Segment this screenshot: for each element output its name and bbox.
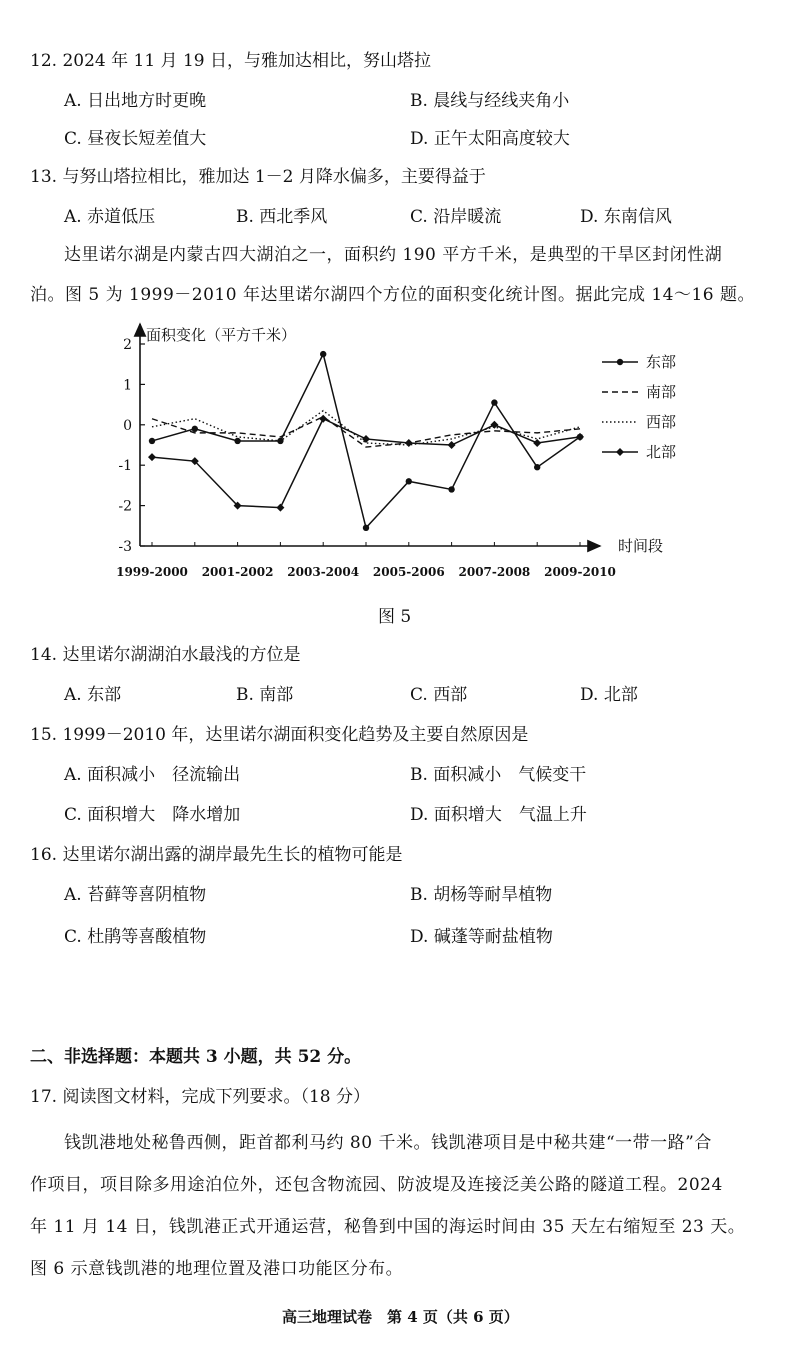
- q17-stem: 17. 阅读图文材料，完成下列要求。（18 分）: [30, 1087, 370, 1107]
- q14-stem: 14. 达里诺尔湖湖泊水最浅的方位是: [30, 645, 301, 665]
- q12-option-d: D. 正午太阳高度较大: [410, 129, 570, 149]
- q15-option-d: D. 面积增大 气温上升: [410, 805, 587, 825]
- q12-option-a: A. 日出地方时更晚: [64, 91, 207, 111]
- data-point-北部: [276, 504, 284, 512]
- q13-option-c: C. 沿岸暖流: [410, 207, 502, 227]
- data-point-北部: [405, 439, 413, 447]
- x-tick-label: 2009-2010: [544, 565, 616, 579]
- q15-option-c: C. 面积增大 降水增加: [64, 805, 241, 825]
- legend-label-北部: 北部: [646, 443, 677, 461]
- y-tick-label: 2: [123, 337, 132, 353]
- section-2-heading: 二、非选择题：本题共 3 小题，共 52 分。: [30, 1047, 362, 1067]
- q16-option-d: D. 碱蓬等耐盐植物: [410, 927, 553, 947]
- data-point-北部: [533, 439, 541, 447]
- y-tick-label: 1: [123, 377, 132, 394]
- x-axis-title: 时间段: [618, 537, 664, 555]
- y-tick-label: 0: [123, 417, 132, 434]
- intro-line-1: 达里诺尔湖是内蒙古四大湖泊之一，面积约 190 平方千米，是典型的干旱区封闭性湖: [64, 245, 723, 265]
- data-point-东部: [534, 464, 540, 470]
- x-tick-label: 2007-2008: [458, 565, 531, 579]
- legend-marker-北部: [616, 448, 624, 456]
- q14-option-a: A. 东部: [64, 685, 122, 705]
- q14-option-d: D. 北部: [580, 685, 638, 705]
- q14-option-c: C. 西部: [410, 685, 468, 705]
- x-tick-label: 2003-2004: [287, 565, 360, 579]
- x-tick-label: 1999-2000: [116, 565, 188, 579]
- data-point-东部: [363, 525, 369, 531]
- figure-caption: 图 5: [378, 607, 412, 627]
- x-tick-label: 2005-2006: [372, 565, 445, 579]
- data-point-北部: [448, 441, 456, 449]
- q13-stem: 13. 与努山塔拉相比，雅加达 1－2 月降水偏多，主要得益于: [30, 167, 486, 187]
- intro-line-2: 泊。图 5 为 1999－2010 年达里诺尔湖四个方位的面积变化统计图。据此完成 14～16 题。: [30, 285, 756, 305]
- data-point-东部: [448, 486, 454, 492]
- q15-option-a: A. 面积减小 径流输出: [64, 765, 241, 785]
- legend-label-东部: 东部: [646, 353, 677, 371]
- q15-option-b: B. 面积减小 气候变干: [410, 765, 587, 785]
- data-point-东部: [192, 426, 198, 432]
- q12-option-c: C. 昼夜长短差值大: [64, 129, 207, 149]
- q17-line-3: 年 11 月 14 日，钱凯港正式开通运营，秘鲁到中国的海运时间由 35 天左右缩短至 23 天。: [30, 1217, 746, 1237]
- q17-line-2: 作项目，项目除多用途泊位外，还包含物流园、防波堤及连接泛美公路的隧道工程。2024: [30, 1175, 723, 1195]
- y-axis-title: 面积变化（平方千米）: [146, 326, 297, 344]
- legend-label-西部: 西部: [646, 413, 677, 431]
- q16-option-b: B. 胡杨等耐旱植物: [410, 885, 553, 905]
- page-footer: 高三地理试卷 第 4 页（共 6 页）: [282, 1308, 519, 1326]
- data-point-东部: [149, 438, 155, 444]
- data-point-北部: [319, 415, 327, 423]
- area-change-chart: [110, 318, 677, 618]
- q12-stem: 12. 2024 年 11 月 19 日，与雅加达相比，努山塔拉: [30, 51, 431, 71]
- legend-marker-东部: [617, 359, 623, 365]
- x-tick-label: 2001-2002: [201, 565, 274, 579]
- data-point-东部: [491, 399, 497, 405]
- data-point-东部: [234, 438, 240, 444]
- q17-line-1: 钱凯港地处秘鲁西侧，距首都利马约 80 千米。钱凯港项目是中秘共建“一带一路”合: [64, 1133, 712, 1153]
- q16-option-a: A. 苔藓等喜阴植物: [64, 885, 207, 905]
- q17-line-4: 图 6 示意钱凯港的地理位置及港口功能区分布。: [30, 1259, 404, 1279]
- q14-option-b: B. 南部: [236, 685, 294, 705]
- q12-option-b: B. 晨线与经线夹角小: [410, 91, 570, 111]
- q16-stem: 16. 达里诺尔湖出露的湖岸最先生长的植物可能是: [30, 845, 403, 865]
- q13-option-d: D. 东南信风: [580, 207, 672, 227]
- q16-option-c: C. 杜鹃等喜酸植物: [64, 927, 207, 947]
- data-point-东部: [320, 351, 326, 357]
- q13-option-a: A. 赤道低压: [64, 207, 156, 227]
- data-point-东部: [406, 478, 412, 484]
- legend-label-南部: 南部: [646, 383, 677, 401]
- q13-option-b: B. 西北季风: [236, 207, 328, 227]
- y-tick-label: -1: [118, 458, 132, 475]
- q15-stem: 15. 1999－2010 年，达里诺尔湖面积变化趋势及主要自然原因是: [30, 725, 529, 745]
- y-tick-label: -2: [118, 498, 132, 515]
- y-tick-label: -3: [118, 539, 132, 555]
- data-point-北部: [148, 453, 156, 461]
